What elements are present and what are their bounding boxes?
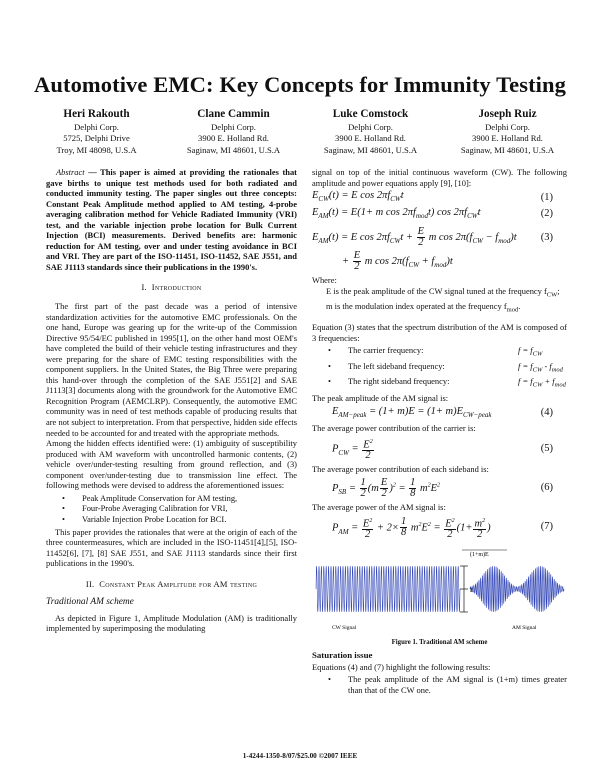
author-address: 3900 E. Holland Rd. (198, 133, 269, 144)
e-label: E (470, 588, 474, 595)
copyright-footer: 1-4244-1350-8/07/$25.00 ©2007 IEEE (242, 752, 358, 760)
equation-7: $P_{AM}$ = $\frac{E^2}{2}$ + 2× $\frac{1}{8}$ $m^2E^2$ = $\frac{E^2}{2}$ (1+ $\frac{m^2}{2}$ ) (7) (332, 516, 553, 541)
countermeasure-list (46, 493, 297, 525)
list-item: • Variable Injection Probe Location for BCI. (46, 514, 297, 525)
frequency-list (312, 345, 567, 391)
author-block (28, 108, 576, 156)
section-heading-am: II. Constant Peak Amplitude for AM testing (85, 578, 258, 589)
where-label: Where: (312, 275, 337, 286)
author-name: Heri Rakouth (63, 108, 130, 120)
right-column (312, 167, 567, 697)
abstract-label: Abstract (56, 167, 85, 177)
section-heading-intro: I. Introduction (141, 282, 202, 293)
author-org: Delphi Corp. (74, 122, 119, 132)
list-item: • The peak amplitude of the AM signal is (1+m) times greater than that of the CW one. (312, 674, 567, 695)
equation-5: $P_{CW}$ = $\frac{E^2}{2}$ (5) (332, 438, 553, 462)
author-org: Delphi Corp. (485, 122, 530, 132)
cw-signal-label: CW Signal (332, 625, 357, 632)
author-address: 3900 E. Holland Rd. (335, 133, 406, 144)
am-paragraph: signal on top of the initial continuous waveform (CW). The following amplitude and power equations apply [9], [10]: (312, 167, 567, 188)
list-item: • The left sideband frequency: $f = f_{CW} - f_{mod}$ (312, 361, 567, 376)
equation-2: $E_{AM}(t) = E(1+ m$ $\cos 2\pi f_{mod}t$) $\cos 2\pi f_{CW}t$ (2) (312, 206, 553, 220)
am-paragraph: The average power contribution of each sideband is: (312, 464, 489, 475)
list-item: • The carrier frequency: $f = f_{CW}$ (312, 345, 567, 360)
author-address: Saginaw, MI 48601, U.S.A (323, 144, 418, 155)
abstract (46, 167, 297, 272)
equation-1: $E_{CW}(t) = E$ $\cos 2\pi f_{CW}t$ (1) (312, 190, 553, 204)
abstract-text: — This paper is aimed at providing the rationales that gave births to unique test methods used for both radiated and conducted immunity testing. The paper singles out three concepts: Constant Peak Amplitude method applied to AM testing, 4-probe averaging calibration method for Vehicle Radiated Immunity (VRI) test, and the variable injection probe location for Bulk Current Injection (BCI) measurements. Derived benefits are: harmonic reduction for AM testing, over and under testing avoidance in BCI and VRI. They are part of the ISO-11451, ISO-11452, SAE J551, and SAE J1113 standards since their publications in the 1990's. (46, 167, 297, 272)
intro-paragraph: The first part of the past decade was a period of intensive standardization activities for the automotive EMC professionals. On the one hand, Europe was gearing up for the write-up of the Commission Directive 95/54/EC published in 1995[1], on the other hand most OEM's have completed the build of their vehicle testing infrastructures and they were preparing for the share of EMC testing responsibilities with the component suppliers. In the United States, the Big Three were preparing this hand-over through the completion of the SAE J551[2] and SAE J1113[3] documents along with the groundwork for the Automotive EMC Recognition Program (AEMCLRP). Consequently, the automotive EMC community was in need of test methods capable of producing results that are not subject to interpretation. From that perspective, hidden side effects needed to be accounted for and treated with the appropriate methods. (46, 301, 297, 438)
author-address: Troy, MI 48098, U.S.A (56, 144, 137, 155)
list-item: • Four-Probe Averaging Calibration for VRI, (46, 503, 297, 514)
saturation-list (312, 674, 567, 695)
definition-e: E is the peak amplitude of the CW signal tuned at the frequency $f_{CW}$; (326, 285, 560, 299)
cw-signal-waveform (316, 566, 460, 612)
author-4 (439, 108, 576, 156)
equation-3: $E_{AM}(t) = E$ $\cos 2\pi f_{CW}t$ + $\frac{E}{2}$ m $\cos 2\pi(f_{CW} - f_{mod})t$ (3) (312, 226, 553, 249)
author-address: Saginaw, MI 48601, U.S.A (460, 144, 555, 155)
author-address: 3900 E. Holland Rd. (472, 133, 543, 144)
left-column (46, 167, 297, 634)
author-org: Delphi Corp. (348, 122, 393, 132)
intro-paragraph: This paper provides the rationales that were at the origin of each of the three countermeasures, which are included in the ISO-11451[4],[5], ISO-11452[6], [7], [8] SAE J551, and SAE J1113 standards since their first publications in the 1990's. (46, 526, 297, 569)
author-name: Luke Comstock (332, 108, 409, 120)
author-2 (165, 108, 302, 156)
intro-paragraph: Among the hidden effects identified were: (1) ambiguity of susceptibility produced with AM waveform with uncontrolled harmonic contents, (2) vehicle over/under-testing resulting from ground reflection, and (3) component over/under-testing due to transmission line effect. The following methods were devised to address the aforementioned issues: (46, 438, 297, 491)
equation-3-cont: + $\frac{E}{2}$ m $\cos 2\pi(f_{CW} + f_{mod})t$ (342, 250, 453, 273)
peak-label: (1+m)E (470, 552, 489, 559)
am-paragraph: The peak amplitude of the AM signal is: (312, 393, 449, 404)
author-address: 5725, Delphi Drive (63, 133, 130, 144)
am-paragraph: Equations (4) and (7) highlight the following results: (312, 661, 491, 672)
list-item: • The right sideband frequency: $f = f_{CW} + f_{mod}$ (312, 376, 567, 391)
author-name: Clane Cammin (197, 108, 270, 120)
subsection-heading: Traditional AM scheme (46, 597, 134, 608)
am-paragraph: The average power of the AM signal is: (312, 501, 446, 512)
author-3 (302, 108, 439, 156)
am-paragraph: Equation (3) states that the spectrum distribution of the AM is composed of 3 frequencies: (312, 322, 567, 343)
am-signal-waveform (470, 566, 564, 612)
am-waveform-figure (312, 544, 567, 632)
list-item: • Peak Amplitude Conservation for AM testing, (46, 493, 297, 504)
author-address: Saginaw, MI 48601, U.S.A (186, 144, 281, 155)
figure-caption: Figure 1. Traditional AM scheme (391, 638, 488, 646)
paper-title: Automotive EMC: Key Concepts for Immunity Testing (34, 72, 566, 97)
equation-6: $P_{SB}$ = $\frac{1}{2}$ (m $\frac{E}{2}$ )$^2$ = $\frac{1}{8}$ $m^2E^2$ (6) (332, 476, 553, 499)
figure-1 (312, 544, 567, 646)
definition-m: m is the modulation index operated at the frequency $f_{mod}$. (326, 301, 521, 314)
equation-4: $E_{AM-peak} = (1+ m)E = (1+ m)E_{CW-peak}$ (4) (332, 405, 553, 419)
am-paragraph: The average power contribution of the carrier is: (312, 423, 476, 434)
subsection-heading: Saturation issue (312, 650, 373, 661)
author-org: Delphi Corp. (211, 122, 256, 132)
am-signal-label: AM Signal (512, 625, 537, 632)
author-1 (28, 108, 165, 156)
author-name: Joseph Ruiz (478, 108, 537, 120)
am-paragraph: As depicted in Figure 1, Amplitude Modulation (AM) is traditionally implemented by superimposing the modulating (46, 612, 297, 634)
